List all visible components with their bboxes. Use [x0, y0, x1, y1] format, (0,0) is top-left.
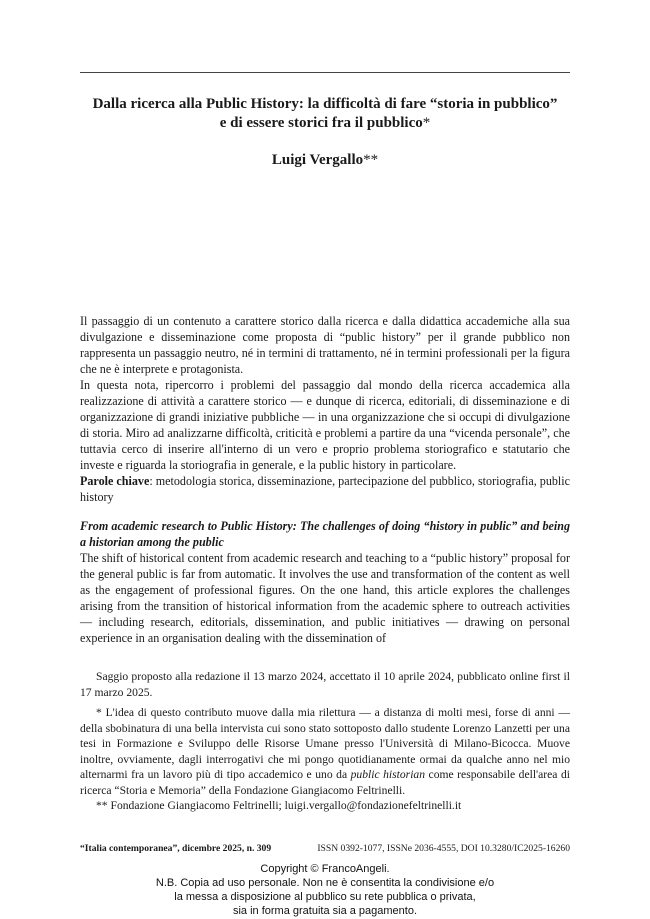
- header-rule: [80, 72, 570, 73]
- keywords-label: Parole chiave: [80, 474, 150, 488]
- copyright-line-1: Copyright © FrancoAngeli.: [260, 863, 390, 875]
- title-line-2: [80, 114, 570, 133]
- title-footnote-marker: *: [422, 115, 431, 131]
- copyright-line-2: N.B. Copia ad uso personale. Non ne è consentita la condivisione e/o: [155, 877, 495, 889]
- keywords: [80, 473, 570, 505]
- author-name: [80, 152, 570, 169]
- keywords-text: : metodologia storica, disseminazione, partecipazione del pubblico, storiografia, public history: [80, 474, 571, 504]
- author-footnote-marker: **: [363, 152, 379, 168]
- footnote-1-text-a: L'idea di questo contributo muove dalla mia rilettura — a distanza di molti mesi, forse di anni — della sbobinatura di una bella intervista cui sono stato sottoposto dallo studente Lorenzo Lanzetti per una tesi in Formazione e Sviluppo delle Risorse Umane presso l'Università di Milano-Bicocca. Muove inoltre, ovviamente, dagli interrogativi che mi pongo quotidianamente ormai da qualche anno nel mio alternarmi fra un lavoro più di tipo accademico e uno da: [80, 706, 570, 781]
- footnote-2-marker: **: [96, 799, 108, 812]
- footnote-1-text-b: come responsabile dell'area di ricerca “Storia e Memoria” della Fondazione Giangiacomo Feltrinelli.: [80, 768, 570, 797]
- copyright-line-4: sia in forma gratuita sia a pagamento.: [232, 905, 418, 917]
- title-line-1: Dalla ricerca alla Public History: la difficoltà di fare “storia in pubblico”: [92, 96, 558, 112]
- copyright-line-3: la messa a disposizione al pubblico su rete pubblica o privata,: [174, 891, 476, 903]
- footnotes: [80, 705, 570, 814]
- abstract-italian: [80, 313, 570, 505]
- author-text: Luigi Vergallo: [271, 152, 364, 168]
- issn-doi: ISSN 0392-1077, ISSNe 2036-4555, DOI 10.3280/IC2025-16260: [317, 843, 570, 854]
- footnote-1-italic: public historian: [350, 768, 426, 781]
- abstract-en-title: From academic research to Public History: The challenges of doing “history in public” and being a historian among the public: [80, 519, 570, 549]
- article-title: [80, 95, 570, 133]
- footnote-2-text: Fondazione Giangiacomo Feltrinelli; luigi.vergallo@fondazionefeltrinelli.it: [107, 799, 462, 812]
- title-line-2-text: e di essere storici fra il pubblico: [219, 115, 423, 131]
- abstract-it-para-2: In questa nota, ripercorro i problemi del passaggio dal mondo della ricerca accademica alla realizzazione di attività a carattere storico — e dunque di ricerca, editoriali, di disseminazione e di organizzazione di grandi iniziative pubbliche — in una organizzazione che si occupi di divulgazione di storia. Miro ad analizzarne difficoltà, criticità e problemi a partire da una “vicenda personale”, che tuttavia cerco di inserire all'interno di un vero e proprio problema storiografico e statutario che investe e riguarda la storiografia in generale, e la public history in particolare.: [80, 378, 570, 472]
- journal-footer: [80, 843, 570, 854]
- copyright-notice: [0, 862, 650, 918]
- abstract-english: [80, 518, 570, 646]
- journal-citation: “Italia contemporanea”, dicembre 2025, n. 309: [80, 843, 272, 854]
- footnote-2: [80, 798, 570, 814]
- footnote-1-marker: *: [96, 706, 102, 719]
- submission-text: Saggio proposto alla redazione il 13 marzo 2024, accettato il 10 aprile 2024, pubblicato online first il 17 marzo 2025.: [80, 670, 570, 699]
- abstract-it-para-1: Il passaggio di un contenuto a carattere storico dalla ricerca e dalla didattica accademiche alla sua divulgazione e disseminazione come proposta di “public history” per il grande pubblico non rappresenta un passaggio neutro, né in termini di trattamento, né in termini professionali per la figura che ne è interprete e protagonista.: [80, 314, 570, 376]
- abstract-en-body: The shift of historical content from academic research and teaching to a “public history” proposal for the general public is far from automatic. It involves the use and transformation of the content as well as the engagement of professional figures. On the one hand, this article explores the challenges arising from the transition of historical information from the academic sphere to outreach activities — including research, editorials, dissemination, and public initiatives — drawing on personal experience in an organisation dealing with the dissemination of: [80, 551, 570, 645]
- submission-note: [80, 669, 570, 700]
- footnote-1: [80, 705, 570, 798]
